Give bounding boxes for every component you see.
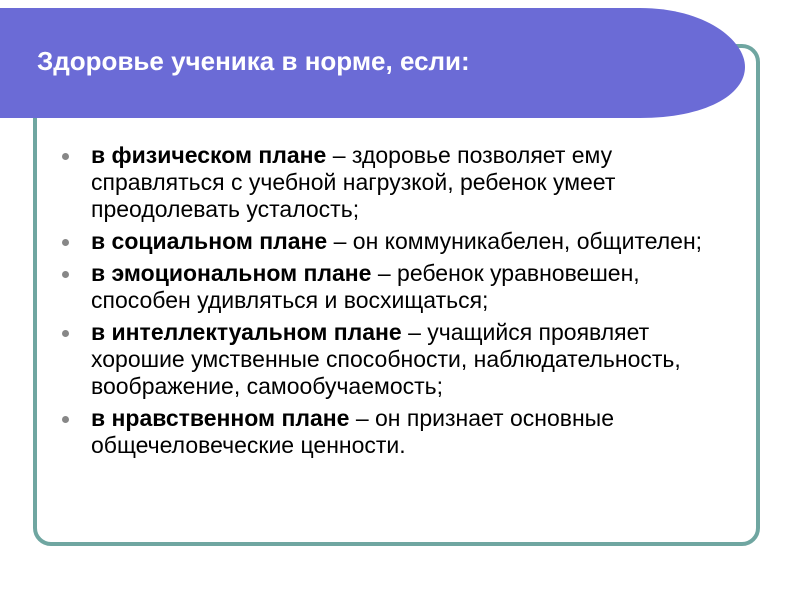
- item-text: – здоровье позволяет ему справляться с учебной нагрузкой, ребенок умеет преодолевать усталость;: [91, 142, 616, 222]
- list-item: [62, 260, 722, 314]
- list-item: [62, 319, 722, 400]
- bullet-dot-icon: [62, 153, 69, 160]
- item-term: в физическом плане: [91, 142, 327, 168]
- list-item: [62, 405, 722, 459]
- slide-title: Здоровье ученика в норме, если:: [37, 46, 470, 76]
- item-term: в социальном плане: [91, 228, 328, 254]
- title-banner: [0, 0, 800, 130]
- list-item: [62, 228, 722, 255]
- bullet-dot-icon: [62, 330, 69, 337]
- bullet-dot-icon: [62, 239, 69, 246]
- bullet-dot-icon: [62, 271, 69, 278]
- bullet-list: [62, 142, 722, 464]
- item-term: в интеллектуальном плане: [91, 319, 402, 345]
- item-text: – ребенок уравновешен, способен удивляться и восхищаться;: [91, 260, 640, 313]
- item-text: – он признает основные общечеловеческие ценности.: [91, 405, 615, 458]
- bullet-dot-icon: [62, 416, 69, 423]
- item-term: в нравственном плане: [91, 405, 350, 431]
- item-text: – он коммуникабелен, общителен;: [327, 228, 703, 254]
- item-term: в эмоциональном плане: [91, 260, 372, 286]
- list-item: [62, 142, 722, 223]
- item-text: – учащийся проявляет хорошие умственные способности, наблюдательность, воображение, самообучаемость;: [91, 319, 681, 399]
